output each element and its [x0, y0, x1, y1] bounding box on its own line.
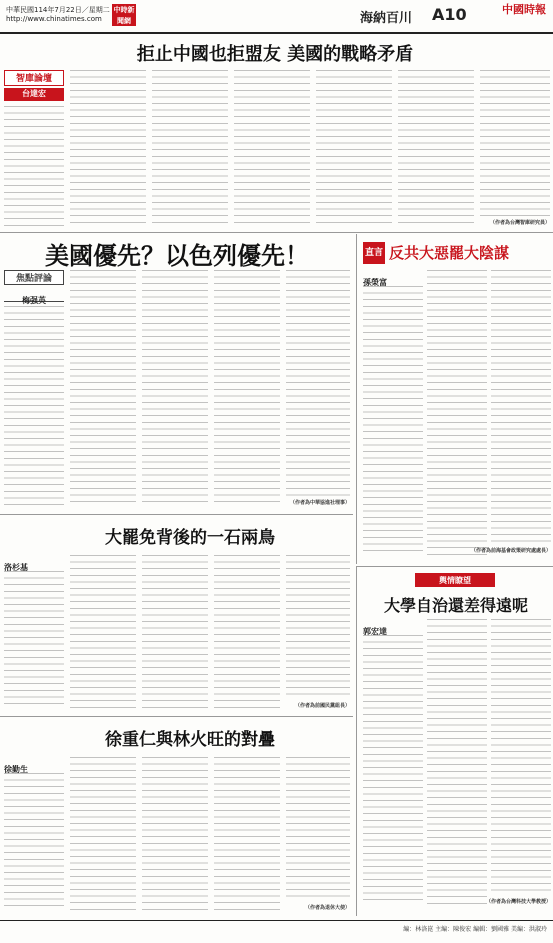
text-block [286, 757, 350, 901]
credit-5: （作者為台灣科技大學教授） [485, 899, 551, 905]
text-block [316, 70, 392, 226]
text-block [363, 635, 423, 905]
article-america-first [0, 234, 353, 512]
article-anti-communist [356, 234, 553, 564]
text-block [286, 555, 350, 699]
page-footer [0, 920, 553, 943]
byline-1: 台達宏 [4, 88, 64, 101]
text-block [4, 773, 64, 911]
text-block [363, 286, 423, 556]
article-recall [0, 514, 353, 714]
column-label-1: 智庫論壇 [4, 70, 64, 86]
credit-2: （作者為中華協進社理事） [289, 500, 350, 506]
text-block [491, 619, 551, 895]
headline-6: 徐重仁與林火旺的對疊 [105, 730, 275, 750]
text-block [4, 106, 64, 226]
text-block [70, 555, 136, 709]
byline-4-wrap [4, 555, 64, 572]
text-block [480, 70, 550, 220]
byline-2-wrap [4, 288, 64, 305]
column-label-2: 焦點評論 [4, 270, 64, 285]
editor-credits: 編：林洛崑 主編：陳俊宏 編輯：劉國雅 美編：洪淑玲 [403, 926, 547, 933]
byline-3-wrap [363, 270, 423, 287]
credit-1: （作者為台灣智庫研究員） [489, 220, 550, 226]
headline-2: 美國優先？以色列優先！ [45, 241, 309, 270]
date-url [6, 6, 110, 24]
text-block [70, 70, 146, 226]
text-block [142, 555, 208, 709]
headline-3: 反共大惡罷大陰謀 [389, 244, 510, 262]
text-block [4, 571, 64, 709]
text-block [427, 270, 487, 556]
divider [0, 232, 553, 233]
credit-6: （作者為退休大使） [304, 905, 350, 911]
credit-4: （作者為前國民黨組長） [294, 703, 350, 709]
text-block [398, 70, 474, 226]
text-block [214, 555, 280, 709]
site-url[interactable]: http://www.chinatimes.com [6, 15, 102, 23]
headline-1: 拒止中國也拒盟友 美國的戰略矛盾 [136, 44, 414, 65]
credit-3: （作者為前海基會政策研究處處長） [470, 548, 551, 554]
text-block [286, 270, 350, 496]
byline-6-wrap [4, 757, 64, 774]
publish-date: 中華民國114年7月22日／星期二 [6, 6, 110, 14]
article-university-autonomy [356, 566, 553, 916]
byline-4: 洛杉基 [4, 563, 28, 572]
byline-5-wrap [363, 619, 423, 636]
text-block [142, 270, 208, 506]
text-block [70, 270, 136, 506]
page-header [0, 0, 553, 34]
headline-4: 大罷免背後的一石兩鳥 [105, 528, 275, 548]
article-xu-lin [0, 716, 353, 916]
text-block [70, 757, 136, 911]
text-block [214, 757, 280, 911]
byline-2: 梅强英 [22, 296, 46, 305]
byline-3: 孫榮富 [363, 278, 387, 287]
text-block [214, 270, 280, 506]
text-block [142, 757, 208, 911]
badge-5: 輿情瞭望 [415, 573, 495, 587]
byline-6: 徐勤生 [4, 765, 28, 774]
text-block [4, 306, 64, 506]
brand-logo: 中國時報 [502, 3, 546, 16]
headline-5: 大學自治還差得遠呢 [383, 596, 528, 615]
page-number: A10 [432, 5, 467, 24]
news-logo: 中時新聞網 [113, 5, 135, 25]
text-block [491, 270, 551, 546]
text-block [427, 619, 487, 905]
badge-3: 直言 [363, 242, 385, 264]
byline-5: 郭宏達 [363, 627, 387, 636]
text-block [152, 70, 228, 226]
text-block [234, 70, 310, 226]
article-strategic-contradiction [0, 36, 553, 231]
section-name: 海納百川 [360, 11, 413, 26]
